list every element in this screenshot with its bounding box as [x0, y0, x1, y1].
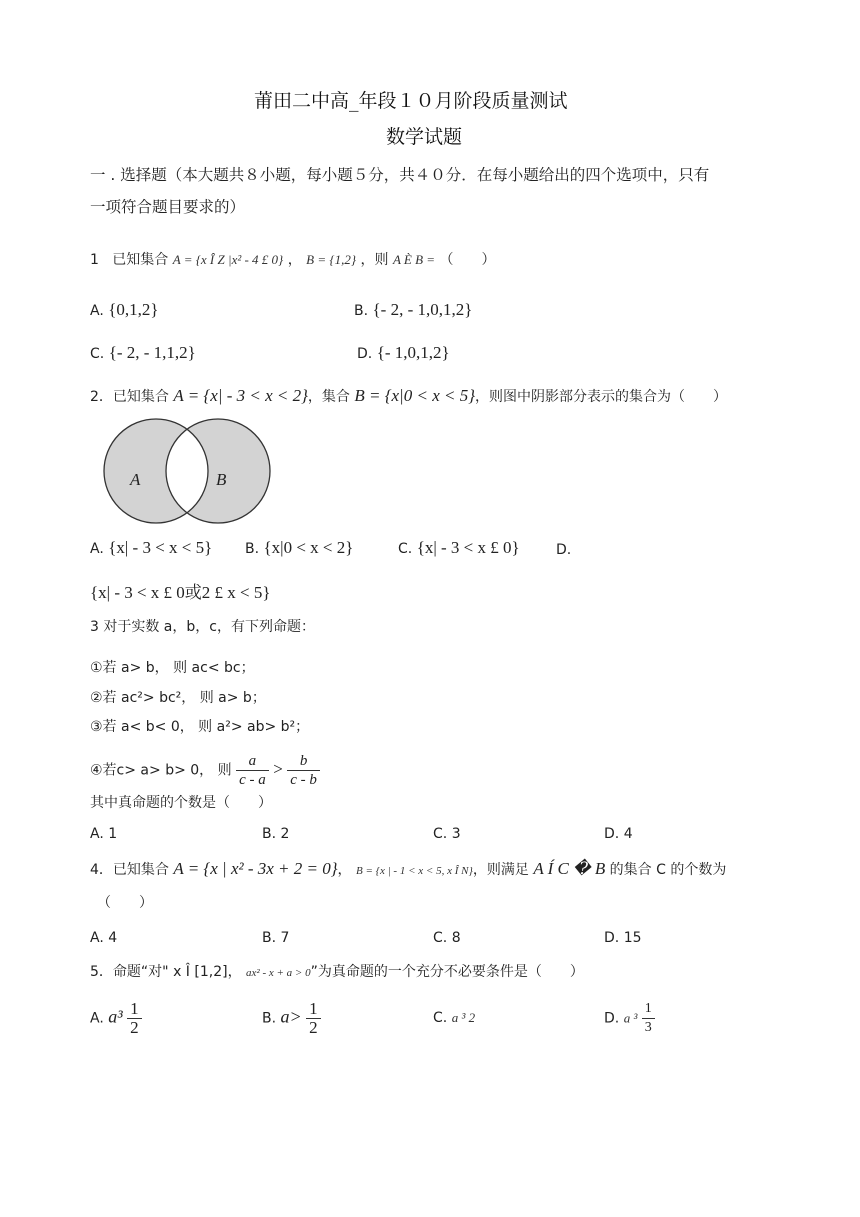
q2-set-b: B = {x|0 < x < 5} — [354, 386, 476, 405]
q5-option-d-label: D. — [604, 1010, 620, 1027]
q2-option-b-value: {x|0 < x < 2} — [263, 538, 354, 557]
q2-option-d-value: {x| - 3 < x £ 0或2 £ x < 5} — [90, 583, 271, 602]
q3-item-1: ①若 a> b， 则 ac< bc； — [90, 660, 255, 676]
q2-option-c — [398, 538, 520, 559]
q3-fraction-left-num: a — [236, 752, 269, 771]
q2-number: 2． — [90, 389, 113, 405]
q3-option-a-label: A. — [90, 826, 104, 842]
q3-option-c — [433, 824, 461, 844]
q3-item-3: ③若 a< b< 0， 则 a²> ab> b²； — [90, 719, 310, 735]
q4-option-c-label: C. — [433, 930, 448, 946]
q5-option-c — [433, 1008, 475, 1028]
q4-relation: A Í C � B — [533, 859, 606, 878]
q1-option-a-label: A. — [90, 303, 104, 319]
q2-text-c: ，则图中阴影部分表示的集合为（ ） — [475, 389, 728, 405]
q4-option-b — [262, 928, 289, 948]
q5-option-b — [262, 1000, 321, 1037]
q1-option-a-value: {0,1,2} — [108, 300, 159, 319]
q5-option-b-num: 1 — [306, 1000, 321, 1019]
q3-option-a-value: 1 — [108, 826, 118, 842]
q1-option-b-label: B. — [354, 303, 369, 319]
q5-option-a-den: 2 — [130, 1018, 139, 1037]
q2-text-a: 已知集合 — [112, 389, 169, 405]
q1-comma: ， — [287, 252, 302, 268]
q4-set-b: B = {x | - 1 < x < 5, x Î N} — [355, 865, 473, 877]
q5-condition: ax² - x + a > 0 — [246, 967, 311, 979]
q5-option-d-fraction — [642, 1000, 655, 1037]
q2-option-a-label: A. — [90, 541, 104, 557]
q5-option-d — [604, 1000, 655, 1037]
q5-option-a-fraction — [127, 1000, 142, 1037]
q5-option-c-label: C. — [433, 1010, 448, 1026]
q3-item-4-text: ④若c> a> b> 0， 则 — [90, 762, 232, 779]
q5-option-d-num: 1 — [642, 1000, 655, 1019]
q3-option-b-value: 2 — [280, 826, 290, 842]
q4-option-b-label: B. — [262, 930, 277, 946]
q3-fraction-left-den: c - a — [239, 772, 266, 788]
q4-option-d-value: 15 — [623, 930, 642, 946]
q3-option-c-value: 3 — [451, 826, 461, 842]
q1-text-b: ，则 — [360, 252, 389, 268]
q3-option-d — [604, 824, 633, 844]
q2-option-b — [245, 538, 353, 559]
q4-paren: （ ） — [97, 895, 153, 911]
q3-fraction-right-den: c - b — [290, 772, 317, 788]
q5-option-a-num: 1 — [127, 1000, 142, 1019]
q1-expr: A È B = — [392, 252, 436, 267]
q3-item-4 — [90, 752, 320, 789]
q5-option-b-label: B. — [262, 1010, 277, 1027]
q2-option-c-label: C. — [398, 541, 413, 557]
q1-set-a: A = {x Î Z |x² - 4 £ 0} — [172, 252, 284, 267]
q1-option-c-value: {- 2, - 1,1,2} — [108, 343, 196, 362]
q4-option-b-value: 7 — [280, 930, 290, 946]
q1-option-d-value: {- 1,0,1,2} — [376, 343, 450, 362]
q4-number: 4． — [90, 862, 113, 878]
q1-option-a — [90, 300, 159, 321]
q4-text-d: 的集合 C 的个数为 — [609, 862, 727, 878]
q5-text-b: ”为真命题的一个充分不必要条件是（ ） — [310, 964, 584, 980]
q3-option-d-value: 4 — [623, 826, 633, 842]
q4-option-a-value: 4 — [108, 930, 118, 946]
q2-set-a: A = {x| - 3 < x < 2} — [173, 386, 308, 405]
q4-set-a: A = {x | x² - 3x + 2 = 0} — [173, 859, 338, 878]
q3-gt-sign: > — [273, 759, 283, 779]
q5-option-a-label: A. — [90, 1010, 104, 1027]
q1-set-b: B = {1,2} — [306, 252, 357, 267]
q1-option-d — [357, 343, 450, 364]
venn-label-a: A — [130, 470, 141, 489]
page-title: 莆田二中高_年段１０月阶段质量测试 — [254, 90, 568, 112]
q1-option-c-label: C. — [90, 346, 105, 362]
q4-stem — [90, 859, 726, 881]
section-heading-line2: 一项符合题目要求的） — [90, 198, 246, 216]
q3-option-a — [90, 824, 117, 844]
q2-option-d-label: D. — [556, 542, 572, 558]
q5-option-b-fraction — [306, 1000, 321, 1037]
q3-item-2: ②若 ac²> bc²， 则 a> b； — [90, 690, 266, 706]
q4-option-d — [604, 928, 642, 948]
page-subtitle: 数学试题 — [386, 126, 463, 148]
q4-option-c-value: 8 — [451, 930, 461, 946]
venn-diagram — [90, 416, 274, 526]
q3-fraction-left — [236, 752, 269, 789]
q4-option-c — [433, 928, 461, 948]
q5-option-a — [90, 1000, 142, 1037]
q4-text-b: ， — [337, 862, 352, 878]
venn-label-b: B — [216, 470, 227, 489]
q1-option-b — [354, 300, 472, 321]
q3-stem: 3 对于实数 a，b，c，有下列命题： — [90, 619, 315, 635]
q2-option-a — [90, 538, 212, 559]
q5-option-c-prefix: a ³ 2 — [451, 1010, 476, 1025]
q3-option-b — [262, 824, 289, 844]
q4-option-d-label: D. — [604, 930, 620, 946]
q1-option-b-value: {- 2, - 1,0,1,2} — [372, 300, 473, 319]
q2-option-c-value: {x| - 3 < x £ 0} — [416, 538, 520, 557]
q2-text-b: ，集合 — [307, 389, 350, 405]
q4-text-c: ，则满足 — [472, 862, 529, 878]
q1-option-c — [90, 343, 196, 364]
q3-tail: 其中真命题的个数是（ ） — [90, 795, 272, 811]
section-heading-line1: 一 . 选择题（本大题共８小题，每小题５分，共４０分．在每小题给出的四个选项中，只有 — [90, 166, 710, 184]
q3-fraction-right-num: b — [287, 752, 320, 771]
q5-option-d-den: 3 — [644, 1020, 652, 1035]
q5-text-a: 命题“对" x Î [1,2]， — [112, 964, 242, 980]
q3-option-d-label: D. — [604, 826, 620, 842]
q5-stem — [90, 962, 584, 983]
q5-option-a-prefix: a³ — [108, 1006, 123, 1027]
q2-option-b-label: B. — [245, 541, 260, 557]
q5-option-b-prefix: a> — [280, 1006, 302, 1027]
q3-option-b-label: B. — [262, 826, 277, 842]
q3-fraction-right — [287, 752, 320, 789]
q4-option-a-label: A. — [90, 930, 104, 946]
q2-stem — [90, 386, 727, 407]
q1-option-d-label: D. — [357, 346, 373, 362]
q1-paren: （ ） — [439, 252, 496, 268]
q1-number: 1 — [90, 252, 99, 268]
q4-option-a — [90, 928, 117, 948]
q1-stem — [90, 250, 496, 270]
q5-option-d-prefix: a ³ — [623, 1010, 638, 1026]
q1-text-a: 已知集合 — [112, 252, 169, 268]
q5-number: 5． — [90, 964, 113, 980]
q4-text-a: 已知集合 — [112, 862, 169, 878]
q3-option-c-label: C. — [433, 826, 448, 842]
q2-option-a-value: {x| - 3 < x < 5} — [108, 538, 213, 557]
q5-option-b-den: 2 — [309, 1018, 318, 1037]
